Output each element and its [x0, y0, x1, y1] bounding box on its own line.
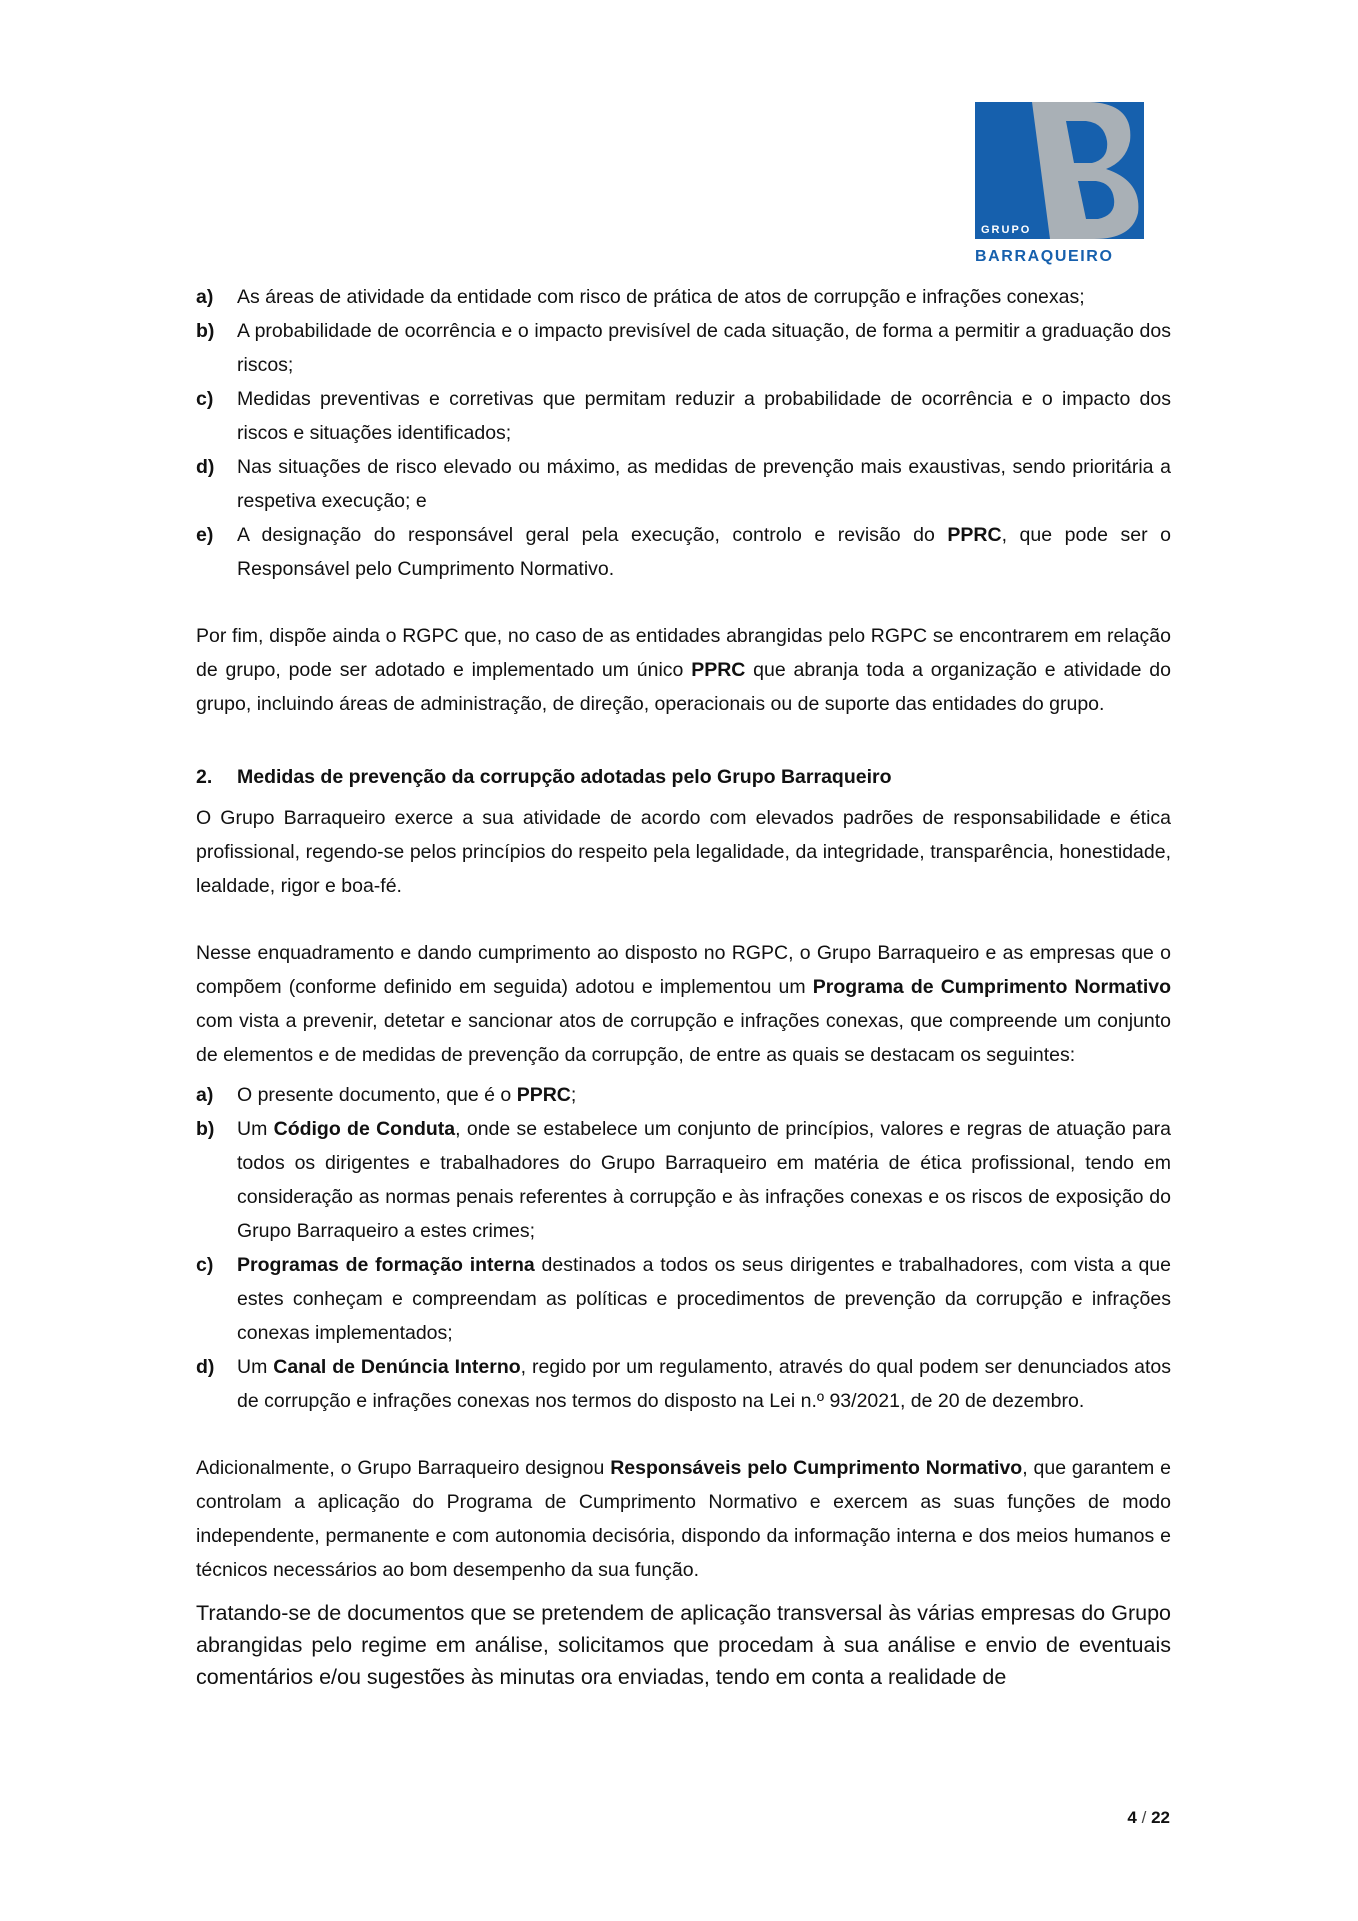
list-text: Medidas preventivas e corretivas que permitam reduzir a probabilidade de ocorrência e o impacto dos riscos e situações identificados;	[237, 388, 1171, 444]
paragraph-request: Tratando-se de documentos que se pretendem de aplicação transversal às várias empresas do Grupo abrangidas pelo regime em análise, solicitamos que procedam à sua análise e envio de eventuais comentários e/ou sugestões às minutas ora enviadas, tendo em conta a realidade de	[196, 1601, 1171, 1689]
list-label: a)	[196, 286, 214, 308]
page-number	[1127, 1808, 1170, 1828]
list-text: A probabilidade de ocorrência e o impacto previsível de cada situação, de forma a permitir a graduação dos riscos;	[237, 320, 1171, 376]
list-label: c)	[196, 388, 214, 410]
list-item	[196, 450, 1171, 518]
list-item	[196, 518, 1171, 586]
paragraph-compliance-officers: Adicionalmente, o Grupo Barraqueiro designou Responsáveis pelo Cumprimento Normativo, que garantem e controlam a aplicação do Programa de Cumprimento Normativo e exercem as suas funções de modo independente, permanente e com autonomia decisória, dispondo da informação interna e dos meios humanos e técnicos necessários ao bom desempenho da sua função.	[196, 1457, 1172, 1581]
list-label: a)	[196, 1084, 214, 1106]
risk-plan-list	[196, 280, 1171, 586]
list-text: As áreas de atividade da entidade com risco de prática de atos de corrupção e infrações conexas;	[237, 286, 1085, 308]
list-text: O presente documento, que é o PPRC;	[237, 1084, 577, 1106]
list-label: d)	[196, 1356, 215, 1378]
list-item	[196, 382, 1171, 450]
document-body	[196, 280, 1171, 1693]
list-label: b)	[196, 1118, 215, 1140]
section-number: 2.	[196, 766, 213, 788]
section-heading	[196, 760, 1171, 794]
list-label: c)	[196, 1254, 214, 1276]
list-label: e)	[196, 524, 214, 546]
list-item	[196, 1248, 1171, 1350]
list-item	[196, 1112, 1171, 1248]
list-text: Um Canal de Denúncia Interno, regido por um regulamento, através do qual podem ser denunciados atos de corrupção e infrações conexas nos termos do disposto na Lei n.º 93/2021, de 20 de dezembro.	[237, 1356, 1171, 1412]
grupo-barraqueiro-logo	[974, 101, 1148, 268]
paragraph-principles: O Grupo Barraqueiro exerce a sua atividade de acordo com elevados padrões de responsabilidade e ética profissional, regendo-se pelos princípios do respeito pela legalidade, da integridade, transparência, honestidade, lealdade, rigor e boa-fé.	[196, 807, 1171, 897]
list-label: b)	[196, 320, 215, 342]
list-text: Um Código de Conduta, onde se estabelece um conjunto de princípios, valores e regras de atuação para todos os dirigentes e trabalhadores do Grupo Barraqueiro em matéria de ética profissional, tendo em consideração as normas penais referentes à corrupção e às infrações conexas e os riscos de exposição do Grupo Barraqueiro a estes crimes;	[237, 1118, 1172, 1242]
list-item	[196, 1350, 1171, 1418]
section-title: Medidas de prevenção da corrupção adotadas pelo Grupo Barraqueiro	[237, 766, 892, 788]
list-item	[196, 280, 1171, 314]
list-item	[196, 314, 1171, 382]
page-current: 4	[1127, 1808, 1137, 1827]
measures-list	[196, 1078, 1171, 1418]
list-text: Nas situações de risco elevado ou máximo, as medidas de prevenção mais exaustivas, sendo prioritária a respetiva execução; e	[237, 456, 1171, 512]
logo-grupo-text: GRUPO	[981, 224, 1032, 236]
list-text: Programas de formação interna destinados a todos os seus dirigentes e trabalhadores, com vista a que estes conheçam e compreendam as políticas e procedimentos de prevenção da corrupção e infrações conexas implementados;	[237, 1254, 1171, 1344]
list-text: A designação do responsável geral pela execução, controlo e revisão do PPRC, que pode ser o Responsável pelo Cumprimento Normativo.	[237, 524, 1171, 580]
page-total: 22	[1151, 1808, 1170, 1827]
paragraph-compliance-program: Nesse enquadramento e dando cumprimento ao disposto no RGPC, o Grupo Barraqueiro e as empresas que o compõem (conforme definido em seguida) adotou e implementou um Programa de Cumprimento Normativo com vista a prevenir, detetar e sancionar atos de corrupção e infrações conexas, que compreende um conjunto de elementos e de medidas de prevenção da corrupção, de entre as quais se destacam os seguintes:	[196, 942, 1171, 1066]
paragraph-group-relation: Por fim, dispõe ainda o RGPC que, no caso de as entidades abrangidas pelo RGPC se encontrarem em relação de grupo, pode ser adotado e implementado um único PPRC que abranja toda a organização e atividade do grupo, incluindo áreas de administração, de direção, operacionais ou de suporte das entidades do grupo.	[196, 625, 1171, 715]
list-label: d)	[196, 456, 215, 478]
logo-name-text: BARRAQUEIRO	[975, 248, 1114, 265]
page-separator: /	[1141, 1808, 1147, 1827]
list-item	[196, 1078, 1171, 1112]
